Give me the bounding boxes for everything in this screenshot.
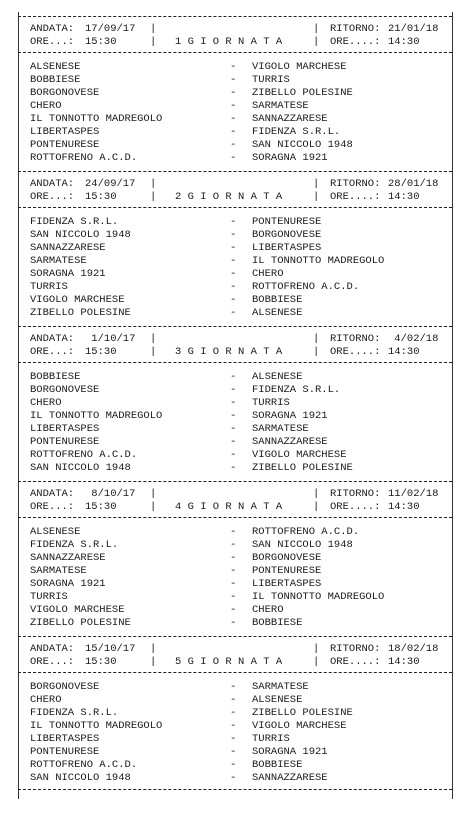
home-team: ALSENESE <box>30 61 81 73</box>
header-divider: | <box>313 643 320 655</box>
home-team: SORAGNA 1921 <box>30 268 106 280</box>
away-team: FIDENZA S.R.L. <box>252 126 341 138</box>
ritorno-date: 21/01/18 <box>388 23 439 35</box>
right-border <box>452 12 453 799</box>
home-team: SAN NICCOLO 1948 <box>30 229 131 241</box>
ore-label-right: ORE....: <box>330 501 381 513</box>
match-dash: - <box>230 281 237 293</box>
match-dash: - <box>230 746 237 758</box>
ore-right: 14:30 <box>388 501 420 513</box>
ritorno-date: 4/02/18 <box>388 333 439 345</box>
header-divider: | <box>313 333 320 345</box>
ritorno-label: RITORNO: <box>330 333 381 345</box>
ritorno-label: RITORNO: <box>330 643 381 655</box>
document-bottom-rule <box>18 789 452 790</box>
header-divider: | <box>313 36 320 48</box>
ore-label-right: ORE....: <box>330 191 381 203</box>
home-team: BOBBIESE <box>30 371 81 383</box>
giornata-header-rule <box>18 517 452 518</box>
away-team: ROTTOFRENO A.C.D. <box>252 526 360 538</box>
ore-label-right: ORE....: <box>330 656 381 668</box>
home-team: CHERO <box>30 397 62 409</box>
match-dash: - <box>230 229 237 241</box>
andata-date: 24/09/17 <box>85 178 136 190</box>
away-team: SARMATESE <box>252 100 309 112</box>
ore-left: 15:30 <box>85 346 117 358</box>
match-dash: - <box>230 591 237 603</box>
home-team: VIGOLO MARCHESE <box>30 294 125 306</box>
header-divider: | <box>150 23 157 35</box>
home-team: LIBERTASPES <box>30 423 100 435</box>
match-dash: - <box>230 449 237 461</box>
away-team: BORGONOVESE <box>252 229 322 241</box>
ritorno-label: RITORNO: <box>330 178 381 190</box>
away-team: SORAGNA 1921 <box>252 746 328 758</box>
home-team: SANNAZZARESE <box>30 242 106 254</box>
giornata-header-rule <box>18 672 452 673</box>
match-dash: - <box>230 384 237 396</box>
away-team: SANNAZZARESE <box>252 436 328 448</box>
match-dash: - <box>230 113 237 125</box>
away-team: ZIBELLO POLESINE <box>252 707 353 719</box>
home-team: SORAGNA 1921 <box>30 578 106 590</box>
home-team: SARMATESE <box>30 565 87 577</box>
match-dash: - <box>230 268 237 280</box>
home-team: PONTENURESE <box>30 436 100 448</box>
giornata-title: 2 G I O R N A T A <box>175 191 283 203</box>
header-divider: | <box>313 178 320 190</box>
match-dash: - <box>230 242 237 254</box>
home-team: IL TONNOTTO MADREGOLO <box>30 720 163 732</box>
ore-label-left: ORE...: <box>30 346 75 358</box>
giornata-title: 3 G I O R N A T A <box>175 346 283 358</box>
away-team: VIGOLO MARCHESE <box>252 61 347 73</box>
giornata-header-rule <box>18 52 452 53</box>
home-team: IL TONNOTTO MADREGOLO <box>30 410 163 422</box>
home-team: CHERO <box>30 100 62 112</box>
match-dash: - <box>230 578 237 590</box>
header-divider: | <box>150 501 157 513</box>
home-team: SARMATESE <box>30 255 87 267</box>
giornata-header-rule <box>18 362 452 363</box>
home-team: PONTENURESE <box>30 139 100 151</box>
home-team: SANNAZZARESE <box>30 552 106 564</box>
away-team: IL TONNOTTO MADREGOLO <box>252 255 385 267</box>
match-dash: - <box>230 462 237 474</box>
away-team: FIDENZA S.R.L. <box>252 384 341 396</box>
andata-label: ANDATA: <box>30 643 75 655</box>
ore-left: 15:30 <box>85 36 117 48</box>
header-divider: | <box>150 656 157 668</box>
andata-label: ANDATA: <box>30 488 75 500</box>
ritorno-date: 28/01/18 <box>388 178 439 190</box>
home-team: ROTTOFRENO A.C.D. <box>30 759 138 771</box>
ore-right: 14:30 <box>388 36 420 48</box>
home-team: ZIBELLO POLESINE <box>30 307 131 319</box>
header-divider: | <box>313 501 320 513</box>
match-dash: - <box>230 100 237 112</box>
andata-date: 8/10/17 <box>85 488 136 500</box>
away-team: SAN NICCOLO 1948 <box>252 539 353 551</box>
away-team: BORGONOVESE <box>252 552 322 564</box>
home-team: FIDENZA S.R.L. <box>30 707 119 719</box>
home-team: TURRIS <box>30 591 68 603</box>
match-dash: - <box>230 152 237 164</box>
away-team: BOBBIESE <box>252 759 303 771</box>
match-dash: - <box>230 539 237 551</box>
header-divider: | <box>150 36 157 48</box>
ore-label-left: ORE...: <box>30 191 75 203</box>
home-team: FIDENZA S.R.L. <box>30 539 119 551</box>
match-dash: - <box>230 294 237 306</box>
home-team: BORGONOVESE <box>30 681 100 693</box>
match-dash: - <box>230 371 237 383</box>
away-team: CHERO <box>252 268 284 280</box>
andata-date: 15/10/17 <box>85 643 136 655</box>
match-dash: - <box>230 410 237 422</box>
header-divider: | <box>313 656 320 668</box>
ore-left: 15:30 <box>85 191 117 203</box>
match-dash: - <box>230 423 237 435</box>
ore-label-left: ORE...: <box>30 36 75 48</box>
ore-right: 14:30 <box>388 346 420 358</box>
away-team: BOBBIESE <box>252 617 303 629</box>
giornata-top-rule <box>18 16 452 17</box>
away-team: ZIBELLO POLESINE <box>252 87 353 99</box>
away-team: TURRIS <box>252 397 290 409</box>
giornata-header-rule <box>18 207 452 208</box>
away-team: SANNAZZARESE <box>252 772 328 784</box>
left-border <box>18 12 19 799</box>
header-divider: | <box>150 488 157 500</box>
match-dash: - <box>230 436 237 448</box>
match-dash: - <box>230 720 237 732</box>
giornata-title: 1 G I O R N A T A <box>175 36 283 48</box>
away-team: ALSENESE <box>252 371 303 383</box>
match-dash: - <box>230 694 237 706</box>
giornata-title: 5 G I O R N A T A <box>175 656 283 668</box>
away-team: LIBERTASPES <box>252 242 322 254</box>
ore-left: 15:30 <box>85 656 117 668</box>
home-team: TURRIS <box>30 281 68 293</box>
match-dash: - <box>230 565 237 577</box>
home-team: ZIBELLO POLESINE <box>30 617 131 629</box>
home-team: ROTTOFRENO A.C.D. <box>30 152 138 164</box>
giornata-title: 4 G I O R N A T A <box>175 501 283 513</box>
ritorno-label: RITORNO: <box>330 23 381 35</box>
header-divider: | <box>150 191 157 203</box>
match-dash: - <box>230 526 237 538</box>
andata-label: ANDATA: <box>30 23 75 35</box>
match-dash: - <box>230 707 237 719</box>
away-team: ALSENESE <box>252 307 303 319</box>
ritorno-date: 11/02/18 <box>388 488 439 500</box>
away-team: ROTTOFRENO A.C.D. <box>252 281 360 293</box>
ore-label-right: ORE....: <box>330 36 381 48</box>
ore-right: 14:30 <box>388 656 420 668</box>
away-team: BOBBIESE <box>252 294 303 306</box>
away-team: SARMATESE <box>252 423 309 435</box>
home-team: ALSENESE <box>30 526 81 538</box>
match-dash: - <box>230 733 237 745</box>
away-team: SORAGNA 1921 <box>252 152 328 164</box>
home-team: IL TONNOTTO MADREGOLO <box>30 113 163 125</box>
header-divider: | <box>150 643 157 655</box>
away-team: ALSENESE <box>252 694 303 706</box>
match-dash: - <box>230 307 237 319</box>
header-divider: | <box>313 346 320 358</box>
home-team: SAN NICCOLO 1948 <box>30 772 131 784</box>
home-team: BORGONOVESE <box>30 87 100 99</box>
home-team: BORGONOVESE <box>30 384 100 396</box>
away-team: IL TONNOTTO MADREGOLO <box>252 591 385 603</box>
away-team: SAN NICCOLO 1948 <box>252 139 353 151</box>
match-dash: - <box>230 617 237 629</box>
giornata-top-rule <box>18 481 452 482</box>
home-team: PONTENURESE <box>30 746 100 758</box>
ritorno-date: 18/02/18 <box>388 643 439 655</box>
ore-left: 15:30 <box>85 501 117 513</box>
match-dash: - <box>230 772 237 784</box>
ore-label-left: ORE...: <box>30 656 75 668</box>
away-team: PONTENURESE <box>252 565 322 577</box>
header-divider: | <box>313 23 320 35</box>
ore-right: 14:30 <box>388 191 420 203</box>
header-divider: | <box>150 346 157 358</box>
giornata-top-rule <box>18 636 452 637</box>
home-team: LIBERTASPES <box>30 126 100 138</box>
home-team: FIDENZA S.R.L. <box>30 216 119 228</box>
home-team: LIBERTASPES <box>30 733 100 745</box>
match-dash: - <box>230 216 237 228</box>
home-team: CHERO <box>30 694 62 706</box>
away-team: CHERO <box>252 604 284 616</box>
header-divider: | <box>313 488 320 500</box>
match-dash: - <box>230 61 237 73</box>
andata-date: 1/10/17 <box>85 333 136 345</box>
match-dash: - <box>230 681 237 693</box>
match-dash: - <box>230 604 237 616</box>
header-divider: | <box>150 333 157 345</box>
home-team: ROTTOFRENO A.C.D. <box>30 449 138 461</box>
away-team: SORAGNA 1921 <box>252 410 328 422</box>
away-team: TURRIS <box>252 733 290 745</box>
giornata-top-rule <box>18 326 452 327</box>
match-dash: - <box>230 74 237 86</box>
away-team: SARMATESE <box>252 681 309 693</box>
home-team: VIGOLO MARCHESE <box>30 604 125 616</box>
match-dash: - <box>230 139 237 151</box>
away-team: TURRIS <box>252 74 290 86</box>
ritorno-label: RITORNO: <box>330 488 381 500</box>
giornata-top-rule <box>18 171 452 172</box>
match-dash: - <box>230 397 237 409</box>
away-team: ZIBELLO POLESINE <box>252 462 353 474</box>
away-team: LIBERTASPES <box>252 578 322 590</box>
andata-date: 17/09/17 <box>85 23 136 35</box>
home-team: BOBBIESE <box>30 74 81 86</box>
home-team: SAN NICCOLO 1948 <box>30 462 131 474</box>
andata-label: ANDATA: <box>30 178 75 190</box>
match-dash: - <box>230 87 237 99</box>
away-team: VIGOLO MARCHESE <box>252 449 347 461</box>
header-divider: | <box>313 191 320 203</box>
match-dash: - <box>230 759 237 771</box>
ore-label-right: ORE....: <box>330 346 381 358</box>
ore-label-left: ORE...: <box>30 501 75 513</box>
andata-label: ANDATA: <box>30 333 75 345</box>
match-dash: - <box>230 552 237 564</box>
away-team: SANNAZZARESE <box>252 113 328 125</box>
header-divider: | <box>150 178 157 190</box>
match-dash: - <box>230 126 237 138</box>
away-team: VIGOLO MARCHESE <box>252 720 347 732</box>
match-dash: - <box>230 255 237 267</box>
away-team: PONTENURESE <box>252 216 322 228</box>
